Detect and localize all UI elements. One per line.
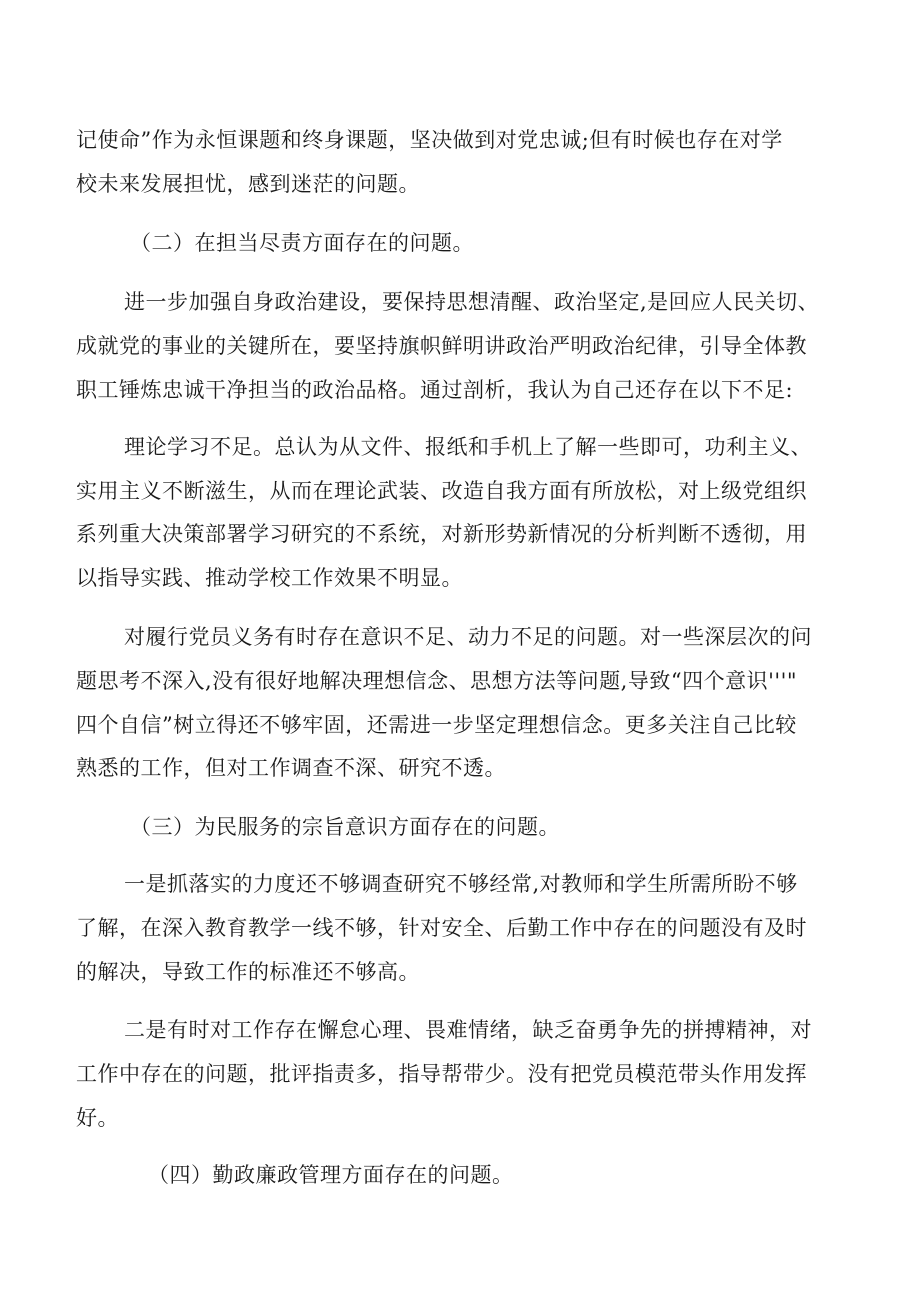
body-line: 进一步加强自身政治建设，要保持思想清醒、政治坚定,是回应人民关切、 — [124, 290, 820, 314]
body-line: 一是抓落实的力度还不够调查研究不够经常,对教师和学生所需所盼不够 — [124, 872, 798, 896]
body-line: 熟悉的工作，但对工作调查不深、研究不透。 — [76, 756, 506, 780]
body-line: 好。 — [76, 1106, 119, 1130]
body-line: 工作中存在的问题，批评指责多，指导帮带少。没有把党员模范带头作用发挥 — [76, 1062, 807, 1086]
body-line: 记使命”作为永恒课题和终身课题，坚决做到对党忠诚;但有时候也存在对学 — [76, 128, 783, 152]
body-line: 职工锤炼忠诚干净担当的政治品格。通过剖析，我认为自己还存在以下不足: — [76, 378, 794, 402]
body-line: 校未来发展担忧，感到迷茫的问题。 — [76, 172, 420, 196]
body-line: 了解，在深入教育教学一线不够，针对安全、后勤工作中存在的问题没有及时 — [76, 916, 807, 940]
body-line: 成就党的事业的关键所在，要坚持旗帜鲜明讲政治严明政治纪律，引导全体教 — [76, 334, 807, 358]
body-line: 系列重大决策部署学习研究的不系统，对新形势新情况的分析判断不透彻，用 — [76, 522, 807, 546]
body-line: 二是有时对工作存在懈怠心理、畏难情绪，缺乏奋勇争先的拼搏精神，对 — [124, 1018, 812, 1042]
body-line: 以指导实践、推动学校工作效果不明显。 — [76, 566, 463, 590]
section-heading: （三）为民服务的宗旨意识方面存在的问题。 — [130, 815, 560, 839]
body-line: 实用主义不断滋生，从而在理论武装、改造自我方面有所放松，对上级党组织 — [76, 479, 807, 503]
body-line: 题思考不深入,没有很好地解决理想信念、思想方法等问题,导致“四个意识'''" — [76, 669, 798, 693]
body-line: 四个自信”树立得还不够牢固，还需进一步坚定理想信念。更多关注自己比较 — [76, 713, 797, 737]
section-heading: （四）勤政廉政管理方面存在的问题。 — [148, 1163, 514, 1187]
body-line: 理论学习不足。总认为从文件、报纸和手机上了解一些即可，功利主义、 — [124, 435, 812, 459]
body-line: 的解决，导致工作的标准还不够高。 — [76, 960, 420, 984]
body-line: 对履行党员义务有时存在意识不足、动力不足的问题。对一些深层次的问 — [124, 625, 812, 649]
section-heading: （二）在担当尽责方面存在的问题。 — [130, 231, 474, 255]
